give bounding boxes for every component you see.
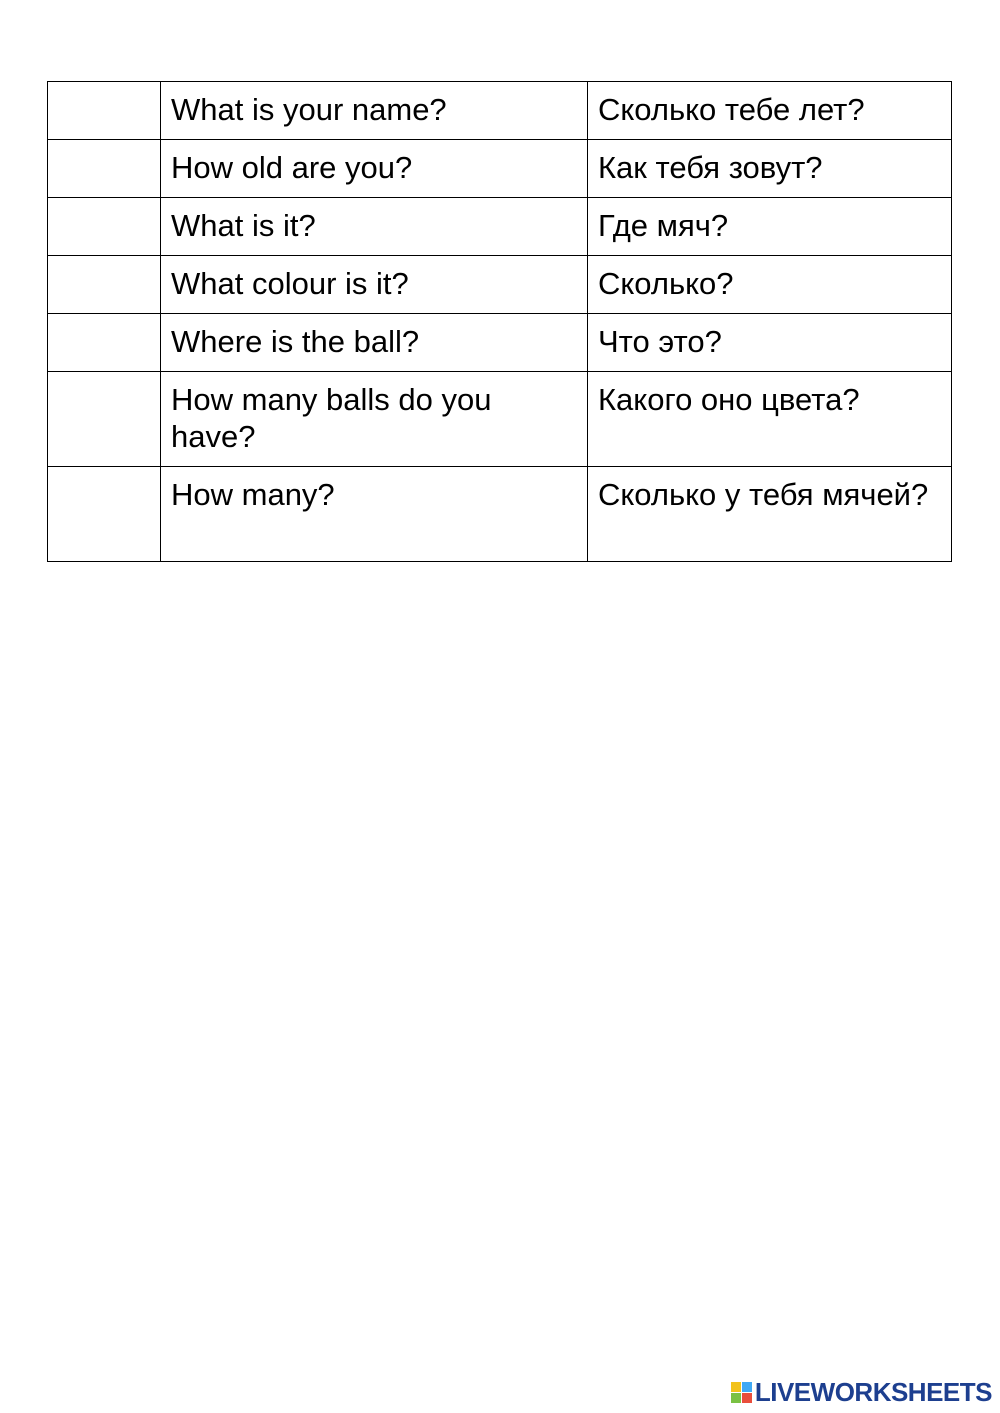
matching-table bbox=[47, 81, 952, 562]
answer-cell[interactable] bbox=[48, 198, 161, 256]
answer-cell[interactable] bbox=[48, 372, 161, 467]
russian-question: Сколько? bbox=[588, 256, 952, 314]
english-question: How many? bbox=[161, 467, 588, 562]
russian-question: Где мяч? bbox=[588, 198, 952, 256]
table-row bbox=[48, 82, 952, 140]
english-question: How many balls do you have? bbox=[161, 372, 588, 467]
english-question: How old are you? bbox=[161, 140, 588, 198]
russian-question: Что это? bbox=[588, 314, 952, 372]
table-row bbox=[48, 256, 952, 314]
english-question: What is it? bbox=[161, 198, 588, 256]
table-row bbox=[48, 314, 952, 372]
answer-cell[interactable] bbox=[48, 467, 161, 562]
logo-square bbox=[742, 1393, 752, 1403]
answer-cell[interactable] bbox=[48, 314, 161, 372]
answer-cell[interactable] bbox=[48, 140, 161, 198]
russian-question: Как тебя зовут? bbox=[588, 140, 952, 198]
table-row bbox=[48, 198, 952, 256]
logo-square bbox=[731, 1393, 741, 1403]
table-row bbox=[48, 140, 952, 198]
logo-square bbox=[731, 1382, 741, 1392]
russian-question: Сколько у тебя мячей? bbox=[588, 467, 952, 562]
english-question: What colour is it? bbox=[161, 256, 588, 314]
russian-question: Сколько тебе лет? bbox=[588, 82, 952, 140]
table-row bbox=[48, 372, 952, 467]
russian-question: Какого оно цвета? bbox=[588, 372, 952, 467]
liveworksheets-logo bbox=[731, 1379, 992, 1405]
english-question: Where is the ball? bbox=[161, 314, 588, 372]
logo-mark-icon bbox=[731, 1382, 752, 1403]
table-row bbox=[48, 467, 952, 562]
english-question: What is your name? bbox=[161, 82, 588, 140]
answer-cell[interactable] bbox=[48, 82, 161, 140]
logo-text: LIVEWORKSHEETS bbox=[754, 1377, 992, 1407]
answer-cell[interactable] bbox=[48, 256, 161, 314]
logo-square bbox=[742, 1382, 752, 1392]
